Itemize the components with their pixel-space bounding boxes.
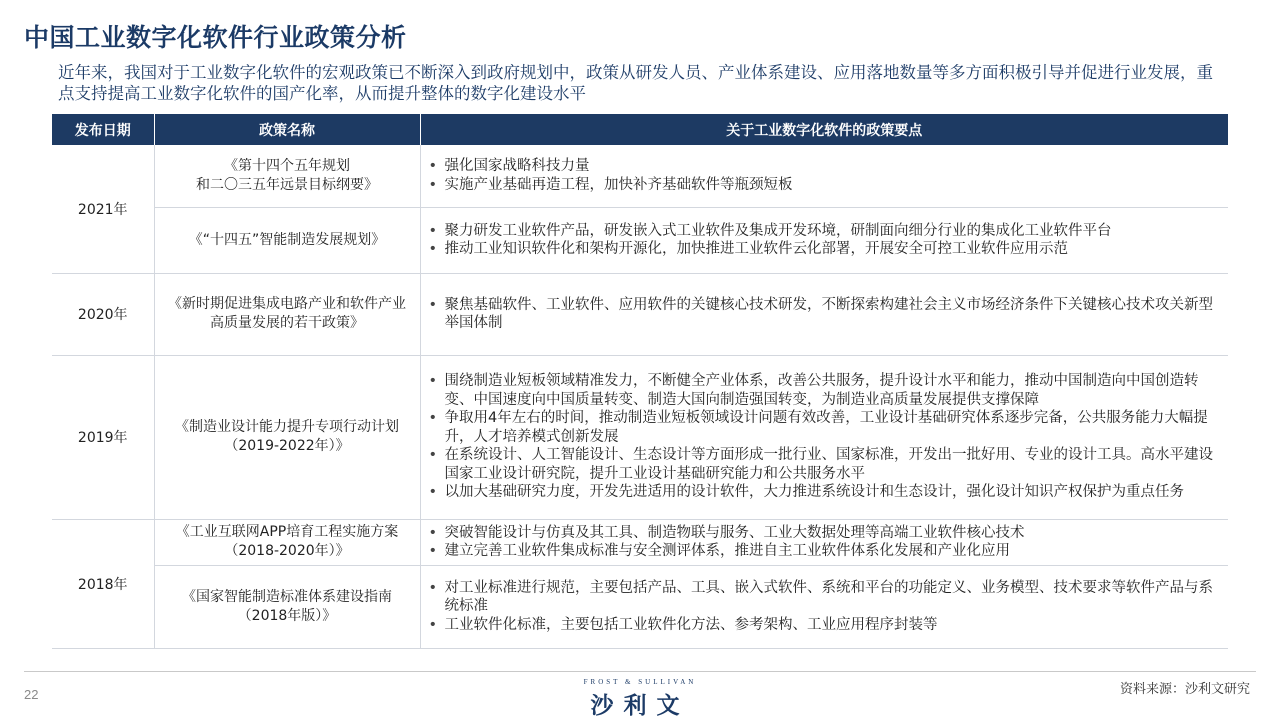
policy-points-cell	[420, 565, 1228, 648]
logo-chinese-name: 沙利文	[590, 693, 690, 719]
policy-name-line: 《工业互联网APP培育工程实施方案	[175, 524, 399, 540]
table-row	[52, 355, 1228, 519]
policy-point: • 在系统设计、人工智能设计、生态设计等方面形成一批行业、国家标准，开发出一批好用、专业的设计工具。高水平建设国家工业设计研究院，提升工业设计基础研究能力和公共服务水平	[427, 446, 1221, 483]
source-note: 资料来源：沙利文研究	[1119, 682, 1250, 697]
policy-name-line: 《国家智能制造标准体系建设指南	[182, 588, 392, 605]
table-row	[52, 145, 1228, 207]
policy-name-line: 和二〇三五年远景目标纲要》	[196, 176, 378, 193]
policy-point: • 强化国家战略科技力量	[427, 157, 1221, 176]
policy-point: • 工业软件化标准，主要包括工业软件化方法、参考架构、工业应用程序封装等	[427, 616, 1221, 635]
policy-name-cell	[154, 519, 420, 565]
date-cell: 2019年	[52, 355, 154, 519]
policy-point: • 建立完善工业软件集成标准与安全测评体系，推进自主工业软件体系化发展和产业化应用	[427, 542, 1221, 561]
policy-point: • 围绕制造业短板领域精准发力，不断健全产业体系，改善公共服务，提升设计水平和能力，推动中国制造向中国创造转变、中国速度向中国质量转变、制造大国向制造强国转变，为制造业高质量发展提供支撑保障	[427, 372, 1221, 409]
date-cell: 2018年	[52, 519, 154, 648]
table-row	[52, 273, 1228, 355]
frost-sullivan-logo	[572, 678, 708, 720]
policy-points-cell	[420, 355, 1228, 519]
policy-point: • 争取用4年左右的时间，推动制造业短板领域设计问题有效改善，工业设计基础研究体系逐步完备，公共服务能力大幅提升，人才培养模式创新发展	[427, 409, 1221, 446]
header-policy-points: 关于工业数字化软件的政策要点	[420, 114, 1228, 145]
policy-name-cell	[154, 565, 420, 648]
policy-table	[52, 114, 1228, 649]
policy-name-cell	[154, 273, 420, 355]
date-cell: 2020年	[52, 273, 154, 355]
policy-point: • 以加大基础研究力度，开发先进适用的设计软件，大力推进系统设计和生态设计，强化设计知识产权保护为重点任务	[427, 483, 1221, 502]
header-policy-name: 政策名称	[154, 114, 420, 145]
policy-name-line: 高质量发展的若干政策》	[210, 315, 364, 331]
policy-point: • 对工业标准进行规范，主要包括产品、工具、嵌入式软件、系统和平台的功能定义、业务模型、技术要求等软件产品与系统标准	[427, 579, 1221, 616]
policy-points-cell	[420, 207, 1228, 273]
date-cell: 2021年	[52, 145, 154, 273]
policy-name-line: （2018-2020年）》	[224, 543, 350, 559]
policy-point: • 聚焦基础软件、工业软件、应用软件的关键核心技术研发，不断探索构建社会主义市场经济条件下关键核心技术攻关新型举国体制	[427, 296, 1221, 333]
policy-name-line: 《第十四个五年规划	[224, 157, 350, 174]
policy-point: • 聚力研发工业软件产品，研发嵌入式工业软件及集成开发环境，研制面向细分行业的集成化工业软件平台	[427, 222, 1221, 241]
policy-name-line: （2018年版）》	[237, 607, 337, 624]
policy-points-cell	[420, 273, 1228, 355]
header-date: 发布日期	[52, 114, 154, 145]
policy-name-line: （2019-2022年）》	[224, 438, 350, 454]
policy-point: • 实施产业基础再造工程，加快补齐基础软件等瓶颈短板	[427, 176, 1221, 195]
policy-name-cell	[154, 145, 420, 207]
policy-name-line: 《新时期促进集成电路产业和软件产业	[168, 296, 406, 312]
intro-paragraph: 近年来，我国对于工业数字化软件的宏观政策已不断深入到政府规划中，政策从研发人员、产业体系建设、应用落地数量等多方面积极引导并促进行业发展，重点支持提高工业数字化软件的国产化率，从而提升整体的数字化建设水平	[58, 63, 1213, 103]
logo-wordmark: FROST & SULLIVAN	[583, 678, 697, 686]
table-header-row	[52, 114, 1228, 145]
policy-name-line: 《“十四五”智能制造发展规划》	[188, 231, 386, 248]
policy-points-cell	[420, 519, 1228, 565]
table-row	[52, 565, 1228, 648]
policy-name-cell	[154, 207, 420, 273]
page-number: 22	[24, 687, 39, 702]
footer-divider	[24, 671, 1256, 672]
policy-point: • 推动工业知识软件化和架构开源化，加快推进工业软件云化部署，开展安全可控工业软件应用示范	[427, 240, 1221, 259]
policy-points-cell	[420, 145, 1228, 207]
policy-name-line: 《制造业设计能力提升专项行动计划	[175, 419, 399, 435]
page-title: 中国工业数字化软件行业政策分析	[24, 23, 407, 52]
policy-point: • 突破智能设计与仿真及其工具、制造物联与服务、工业大数据处理等高端工业软件核心技术	[427, 524, 1221, 543]
table-row	[52, 519, 1228, 565]
policy-name-cell	[154, 355, 420, 519]
table-row	[52, 207, 1228, 273]
